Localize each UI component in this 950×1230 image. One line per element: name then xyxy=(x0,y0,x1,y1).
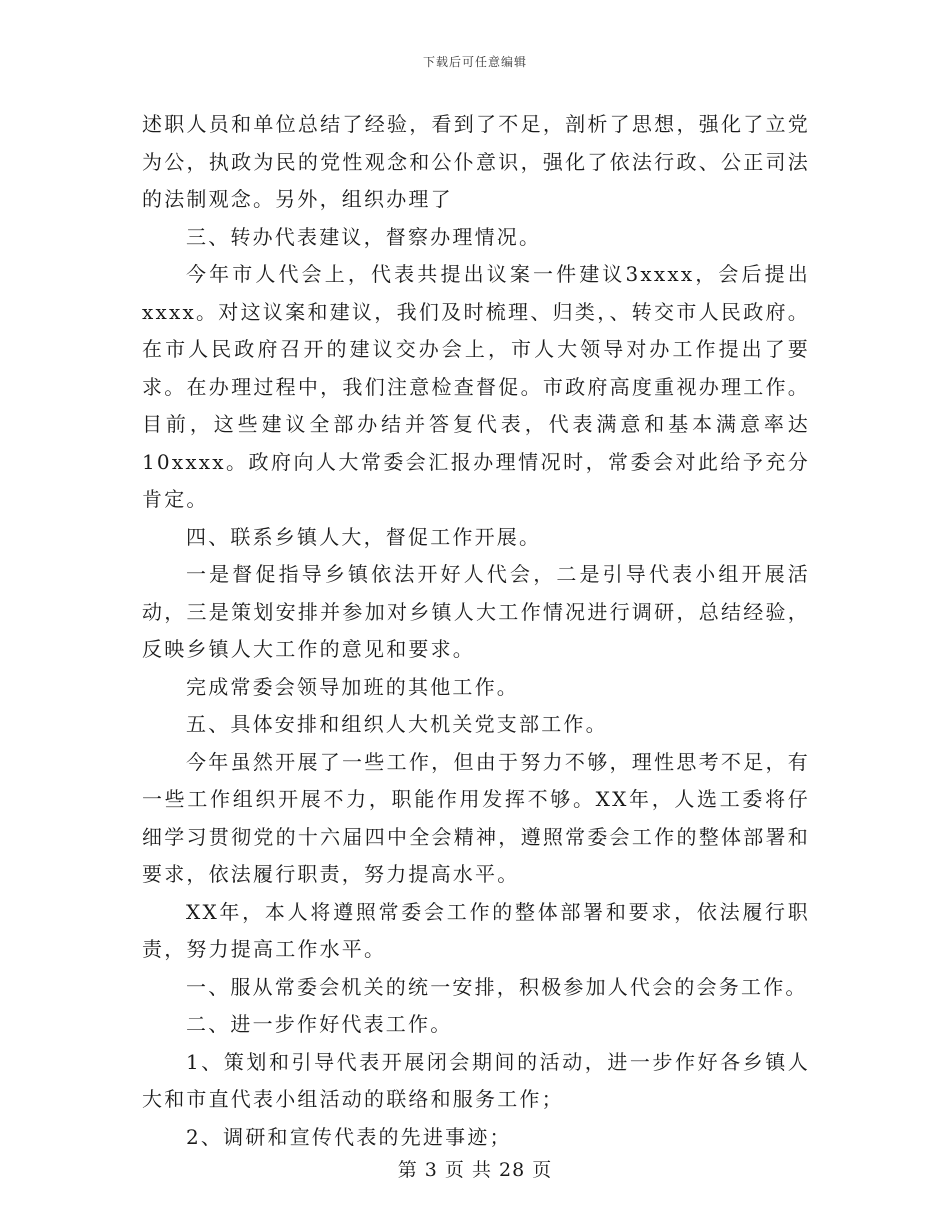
document-body xyxy=(142,106,810,1156)
section-heading: 三、转办代表建议，督察办理情况。 xyxy=(186,224,542,249)
section-heading: 二、进一步作好代表工作。 xyxy=(186,1012,453,1036)
list-item: 2、调研和宣传代表的先进事迹； xyxy=(186,1124,512,1149)
section-heading: 四、联系乡镇人大，督促工作开展。 xyxy=(186,524,542,549)
section-heading: 五、具体安排和组织人大机关党支部工作。 xyxy=(186,712,608,736)
paragraph: 述职人员和单位总结了经验，看到了不足，剖析了思想，强化了立党为公，执政为民的党性观念和公仆意识，强化了依法行政、公正司法的法制观念。另外，组织办理了 xyxy=(142,112,810,211)
section-heading: 一、服从常委会机关的统一安排，积极参加人代会的会务工作。 xyxy=(186,974,808,999)
paragraph: 今年虽然开展了一些工作，但由于努力不够，理性思考不足，有一些工作组织开展不力，职能作用发挥不够。XX年，人选工委将仔细学习贯彻党的十六届四中全会精神，遵照常委会工作的整体部署和要求，依法履行职责，努力提高水平。 xyxy=(142,749,810,886)
list-item: 1、策划和引导代表开展闭会期间的活动，进一步作好各乡镇人大和市直代表小组活动的联络和服务工作； xyxy=(142,1049,810,1111)
paragraph: XX年，本人将遵照常委会工作的整体部署和要求，依法履行职责，努力提高工作水平。 xyxy=(142,899,810,961)
page-header: 下载后可任意编辑 xyxy=(422,55,527,69)
paragraph: 今年市人代会上，代表共提出议案一件建议3xxxx，会后提出xxxx。对这议案和建议，我们及时梳理、归类，、转交市人民政府。在市人民政府召开的建议交办会上，市人大领导对办工作提出了要求。在办理过程中，我们注意检查督促。市政府高度重视办理工作。目前，这些建议全部办结并答复代表，代表满意和基本满意率达10xxxx。政府向人大常委会汇报办理情况时，常委会对此给予充分肯定。 xyxy=(142,262,810,511)
page-number-footer: 第 3 页 共 28 页 xyxy=(397,1159,553,1181)
paragraph: 一是督促指导乡镇依法开好人代会，二是引导代表小组开展活动，三是策划安排并参加对乡镇人大工作情况进行调研，总结经验，反映乡镇人大工作的意见和要求。 xyxy=(142,562,810,661)
paragraph: 完成常委会领导加班的其他工作。 xyxy=(186,674,519,699)
